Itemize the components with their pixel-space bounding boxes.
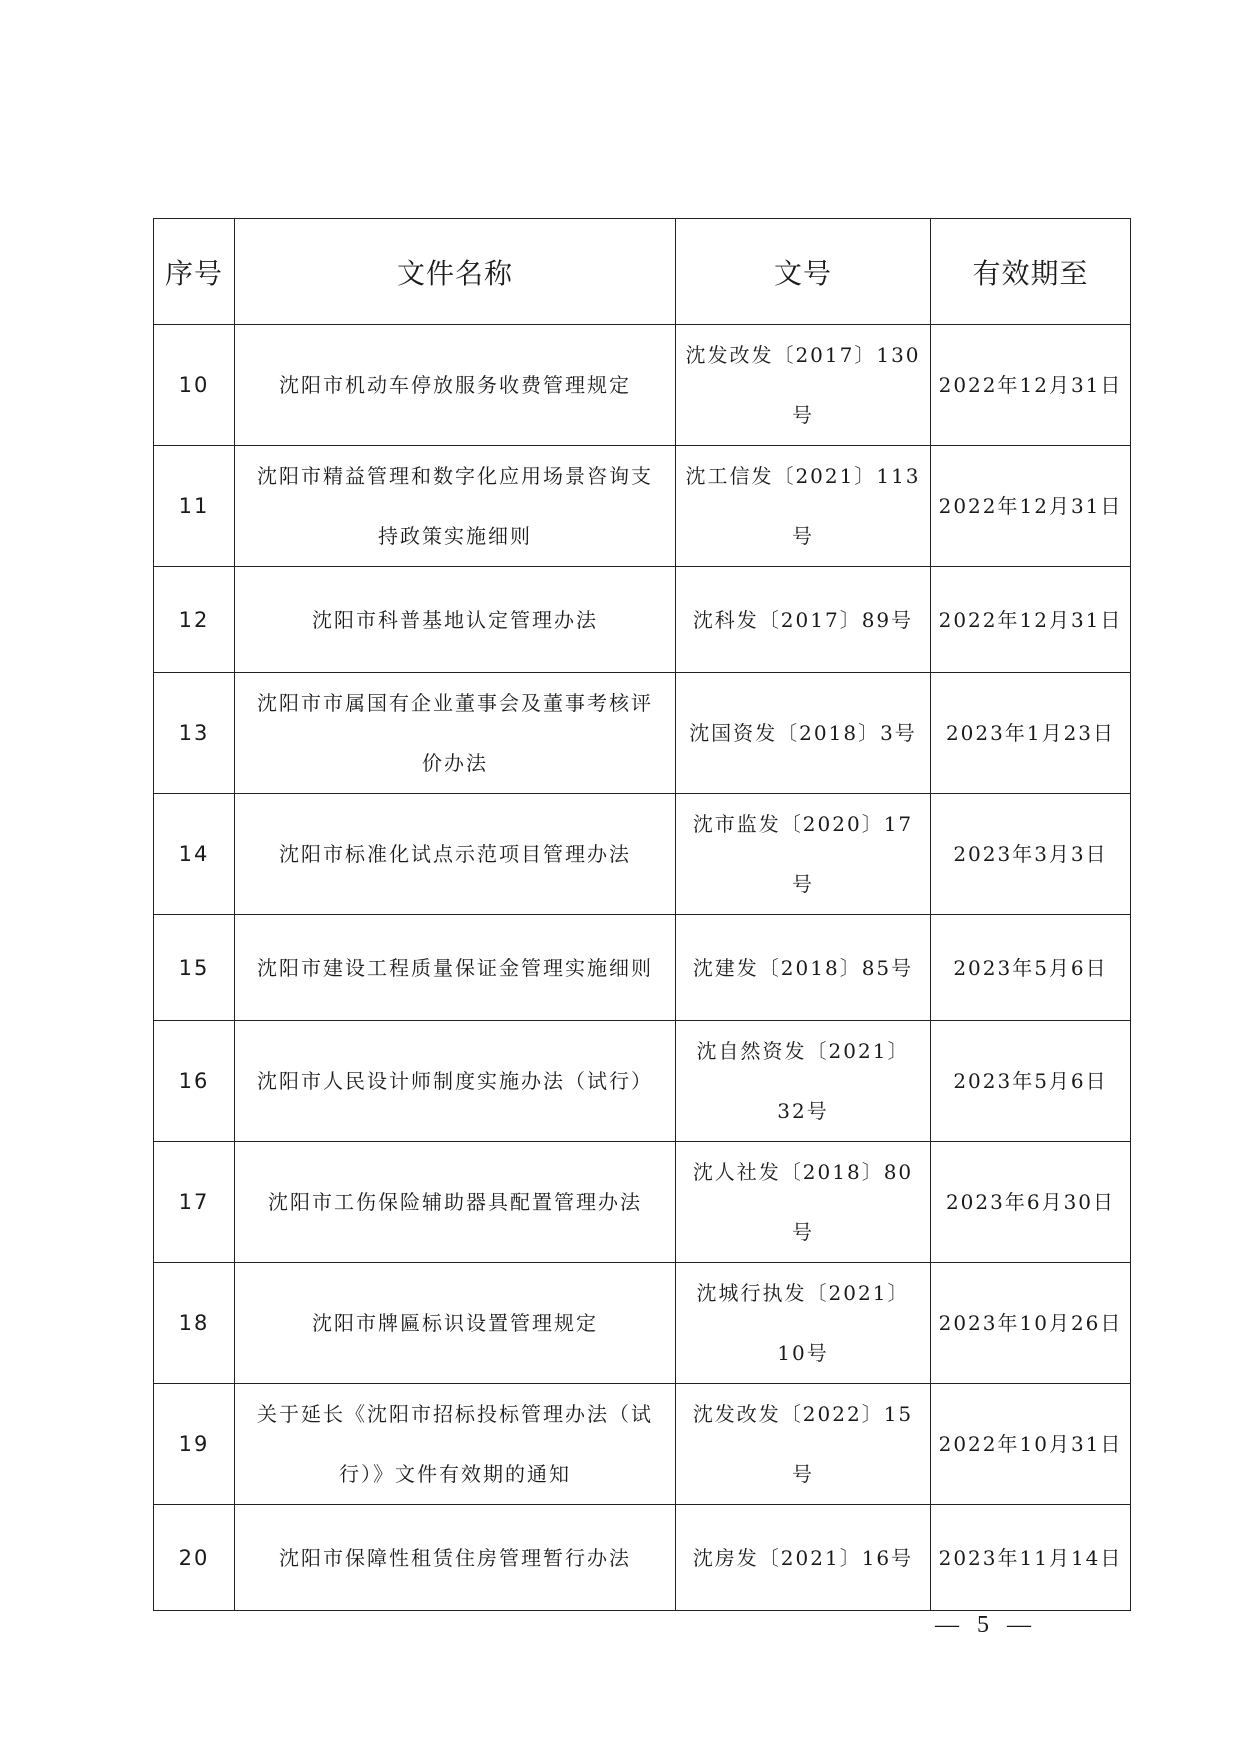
row-file-name: 沈阳市牌匾标识设置管理规定 — [235, 1263, 676, 1384]
row-seq: 10 — [154, 325, 235, 446]
row-seq: 18 — [154, 1263, 235, 1384]
table-row — [154, 567, 1131, 673]
row-doc-number: 沈发改发〔2022〕15号 — [676, 1384, 931, 1505]
row-valid-until: 2023年11月14日 — [931, 1505, 1131, 1611]
row-valid-until: 2023年5月6日 — [931, 915, 1131, 1021]
row-seq: 12 — [154, 567, 235, 673]
row-file-name: 沈阳市工伤保险辅助器具配置管理办法 — [235, 1142, 676, 1263]
row-file-name: 沈阳市标准化试点示范项目管理办法 — [235, 794, 676, 915]
page-number: — 5 — — [935, 1612, 1037, 1638]
row-valid-until: 2023年5月6日 — [931, 1021, 1131, 1142]
row-valid-until: 2023年6月30日 — [931, 1142, 1131, 1263]
row-seq: 14 — [154, 794, 235, 915]
row-file-name: 关于延长《沈阳市招标投标管理办法（试行）》文件有效期的通知 — [235, 1384, 676, 1505]
row-seq: 20 — [154, 1505, 235, 1611]
table-row — [154, 794, 1131, 915]
table-row — [154, 1263, 1131, 1384]
row-valid-until: 2023年1月23日 — [931, 673, 1131, 794]
row-valid-until: 2022年12月31日 — [931, 446, 1131, 567]
row-doc-number: 沈国资发〔2018〕3号 — [676, 673, 931, 794]
document-table — [153, 218, 1131, 1611]
row-valid-until: 2023年10月26日 — [931, 1263, 1131, 1384]
table-row — [154, 1021, 1131, 1142]
row-doc-number: 沈人社发〔2018〕80号 — [676, 1142, 931, 1263]
row-seq: 17 — [154, 1142, 235, 1263]
table-row — [154, 446, 1131, 567]
table-row — [154, 325, 1131, 446]
table-row — [154, 915, 1131, 1021]
row-file-name: 沈阳市精益管理和数字化应用场景咨询支持政策实施细则 — [235, 446, 676, 567]
table-header-row — [154, 219, 1131, 325]
row-valid-until: 2022年12月31日 — [931, 325, 1131, 446]
row-file-name: 沈阳市保障性租赁住房管理暂行办法 — [235, 1505, 676, 1611]
row-doc-number: 沈城行执发〔2021〕10号 — [676, 1263, 931, 1384]
row-doc-number: 沈市监发〔2020〕17号 — [676, 794, 931, 915]
row-valid-until: 2023年3月3日 — [931, 794, 1131, 915]
row-doc-number: 沈自然资发〔2021〕32号 — [676, 1021, 931, 1142]
row-doc-number: 沈发改发〔2017〕130号 — [676, 325, 931, 446]
row-file-name: 沈阳市机动车停放服务收费管理规定 — [235, 325, 676, 446]
row-seq: 15 — [154, 915, 235, 1021]
row-doc-number: 沈工信发〔2021〕113号 — [676, 446, 931, 567]
header-file-name: 文件名称 — [235, 219, 676, 325]
header-doc-number: 文号 — [676, 219, 931, 325]
header-valid-until: 有效期至 — [931, 219, 1131, 325]
table-row — [154, 1505, 1131, 1611]
table-row — [154, 1142, 1131, 1263]
row-seq: 13 — [154, 673, 235, 794]
row-doc-number: 沈房发〔2021〕16号 — [676, 1505, 931, 1611]
row-file-name: 沈阳市市属国有企业董事会及董事考核评价办法 — [235, 673, 676, 794]
row-doc-number: 沈科发〔2017〕89号 — [676, 567, 931, 673]
table-row — [154, 673, 1131, 794]
row-seq: 19 — [154, 1384, 235, 1505]
row-seq: 11 — [154, 446, 235, 567]
table-row — [154, 1384, 1131, 1505]
header-seq: 序号 — [154, 219, 235, 325]
row-file-name: 沈阳市科普基地认定管理办法 — [235, 567, 676, 673]
row-doc-number: 沈建发〔2018〕85号 — [676, 915, 931, 1021]
row-valid-until: 2022年10月31日 — [931, 1384, 1131, 1505]
row-file-name: 沈阳市建设工程质量保证金管理实施细则 — [235, 915, 676, 1021]
row-seq: 16 — [154, 1021, 235, 1142]
row-valid-until: 2022年12月31日 — [931, 567, 1131, 673]
row-file-name: 沈阳市人民设计师制度实施办法（试行） — [235, 1021, 676, 1142]
